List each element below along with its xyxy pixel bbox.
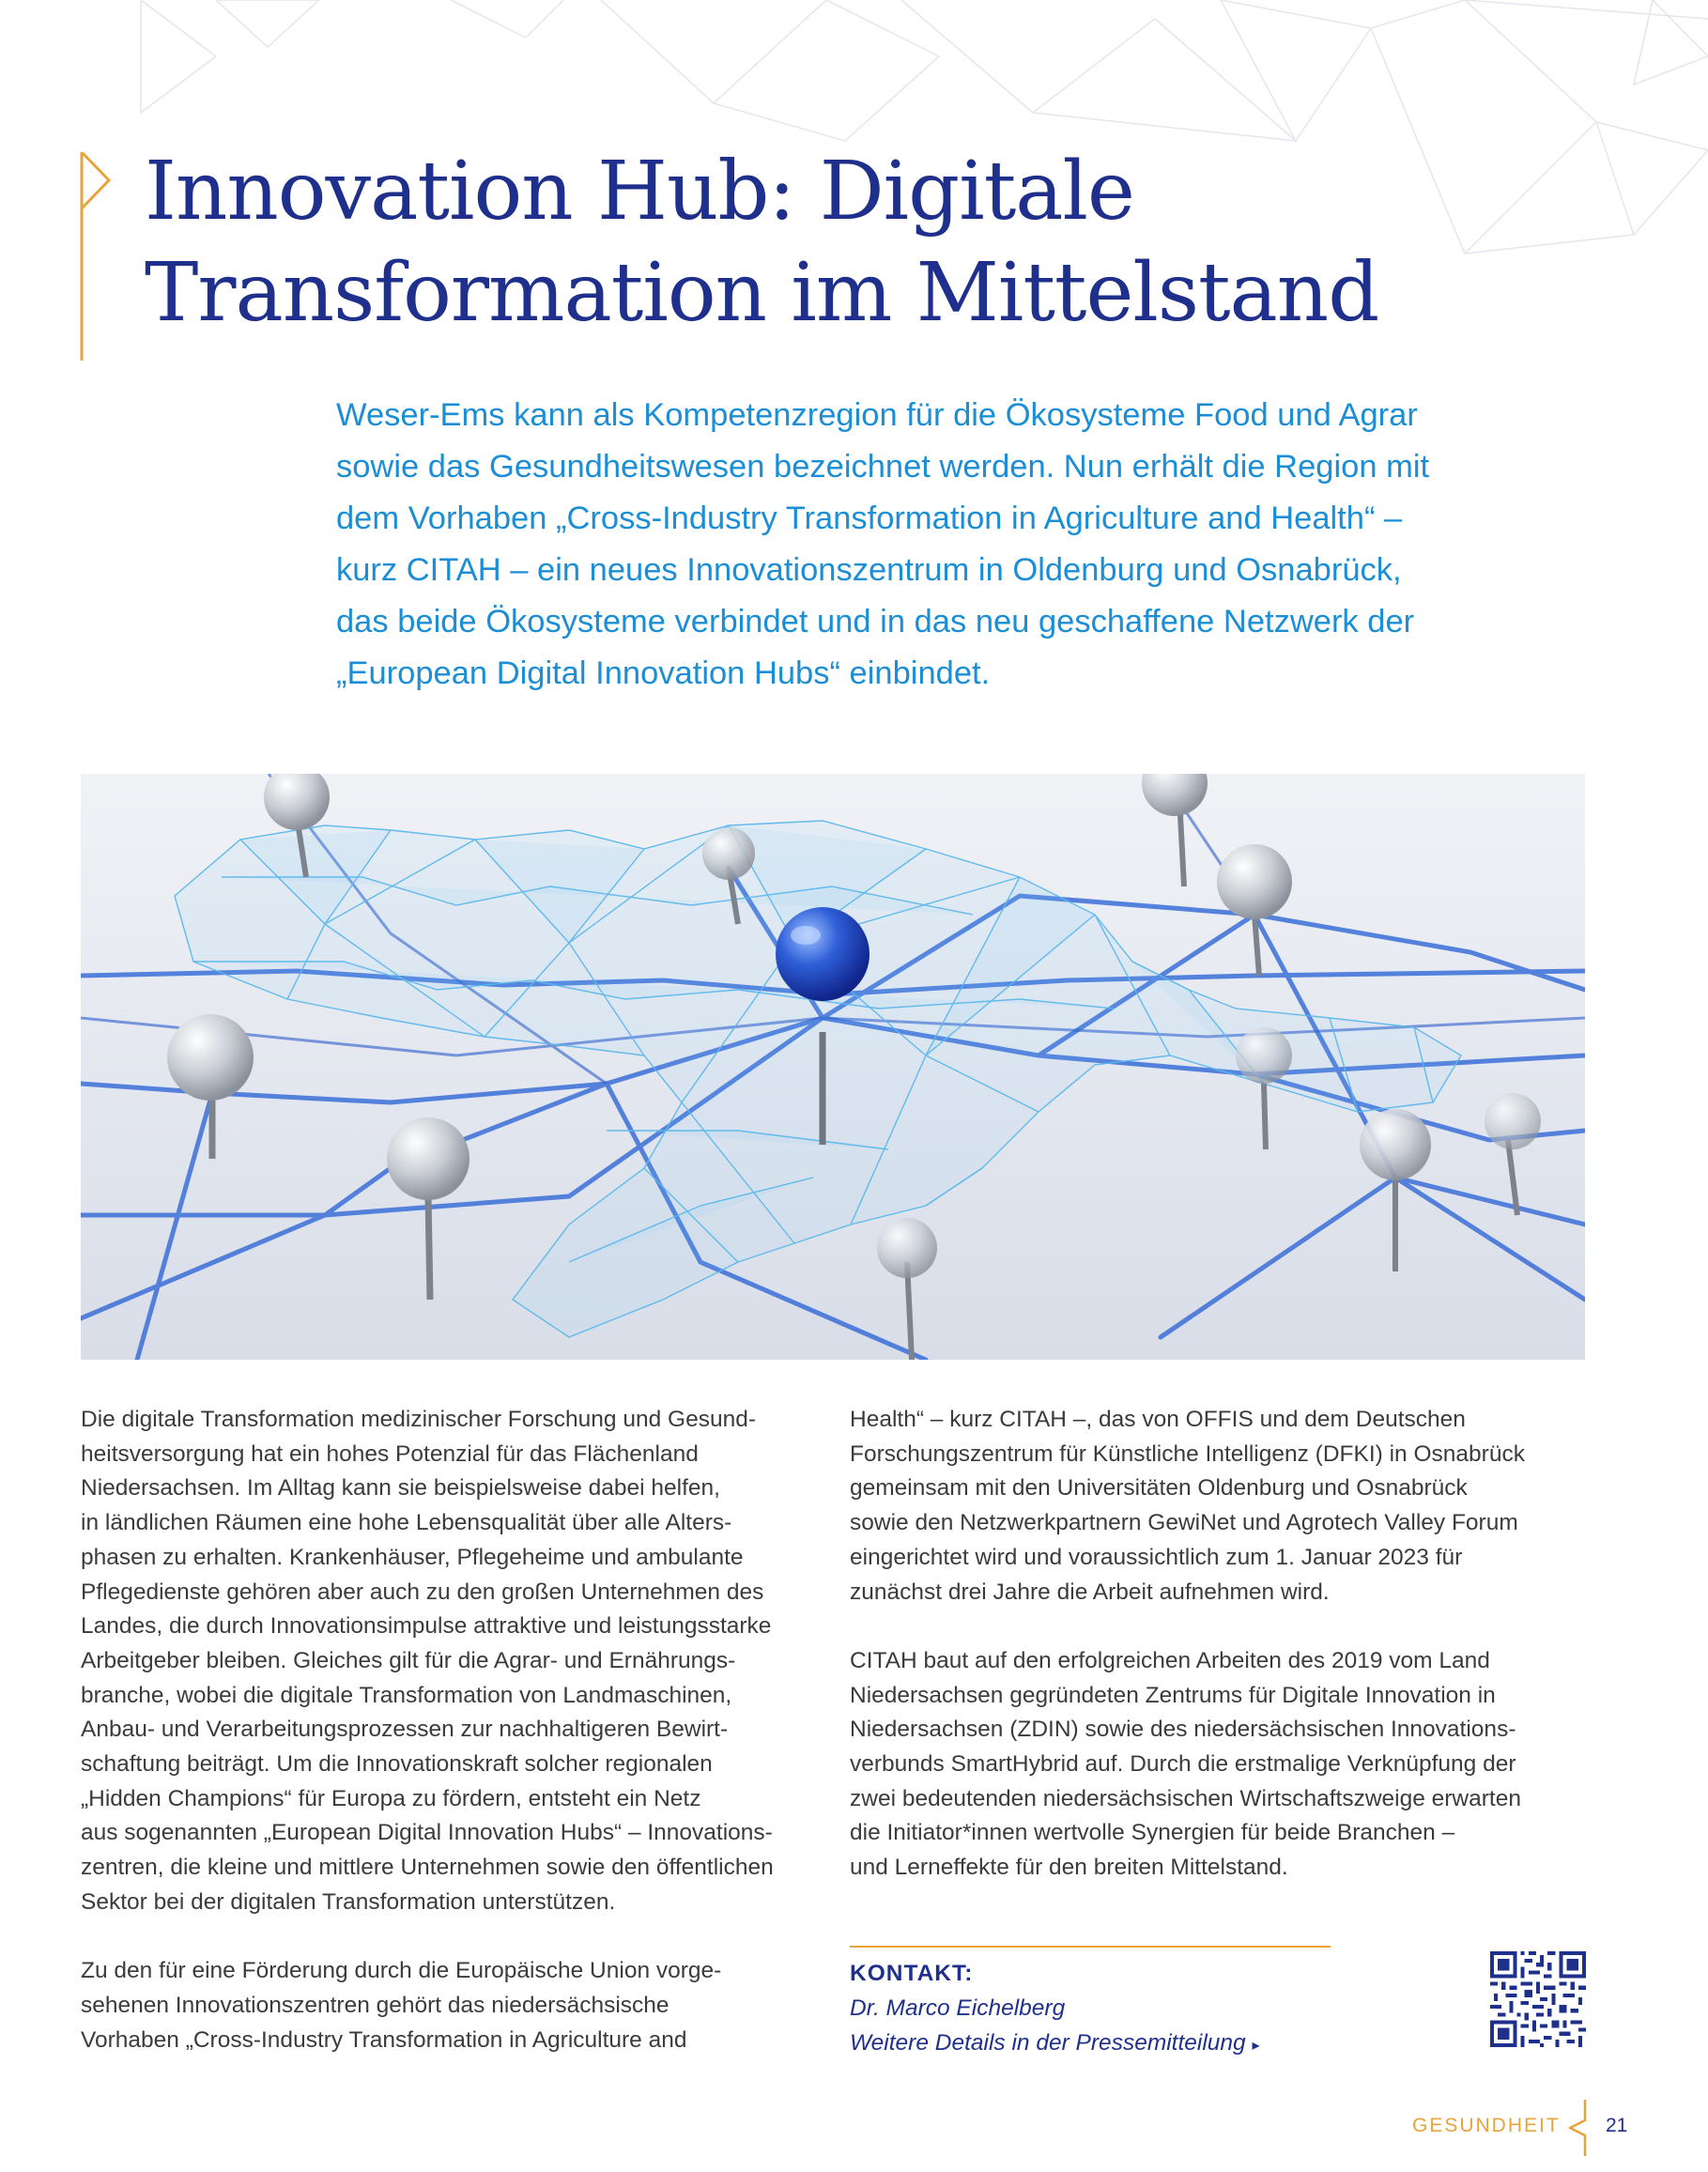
article-paragraph: [81, 1954, 823, 2057]
text-line: CITAH baut auf den erfolgreichen Arbeiten des 2019 vom Land: [850, 1647, 1490, 1673]
title-line: Transformation im Mittelstand: [145, 246, 1379, 340]
text-line: Sektor bei der digitalen Transformation unterstützen.: [81, 1888, 616, 1915]
text-line: heitsversorgung hat ein hohes Potenzial für das Flächenland: [81, 1440, 699, 1467]
text-line: branche, wobei die digitale Transformation von Landmaschinen,: [81, 1682, 732, 1708]
text-line: und Lerneffekte für den breiten Mittelstand.: [850, 1855, 1288, 1881]
article-column-right: [850, 1403, 1592, 1920]
text-line: eingerichtet wird und voraussichtlich zum 1. Januar 2023 für: [850, 1544, 1463, 1570]
text-line: Arbeitgeber bleiben. Gleiches gilt für die Agrar- und Ernährungs-: [81, 1647, 736, 1673]
text-line: Vorhaben „Cross-Industry Transformation in Agriculture and: [81, 2026, 687, 2053]
text-line: Health“ – kurz CITAH –, das von OFFIS und dem Deutschen: [850, 1407, 1466, 1432]
text-line: Pflegedienste gehören aber auch zu den großen Unternehmen des: [81, 1579, 764, 1605]
text-line: Niedersachsen. Im Alltag kann sie beispielsweise dabei helfen,: [81, 1475, 720, 1502]
text-line: Zu den für eine Förderung durch die Europäische Union vorge-: [81, 1958, 722, 1984]
contact-divider: [850, 1946, 1331, 1948]
text-line: zentren, die kleine und mittlere Unternehmen sowie den öffentlichen: [81, 1855, 774, 1881]
chevron-right-icon: [1566, 2100, 1589, 2156]
text-line: verbunds SmartHybrid auf. Durch die erstmalige Verknüpfung der: [850, 1751, 1516, 1778]
text-line: die Initiator*innen wertvolle Synergien für beide Branchen –: [850, 1820, 1455, 1846]
footer-section-label: GESUNDHEIT: [1412, 2115, 1561, 2136]
intro-paragraph: [336, 390, 1510, 700]
intro-line: das beide Ökosysteme verbindet und in das neu geschaffene Netzwerk der: [336, 604, 1415, 639]
page-number: 21: [1606, 2115, 1628, 2136]
text-line: Forschungszentrum für Künstliche Intelligenz (DFKI) in Osnabrück: [850, 1440, 1525, 1467]
network-illustration: [81, 774, 1585, 1360]
text-line: sowie den Netzwerkpartnern GewiNet und Agrotech Valley Forum: [850, 1510, 1518, 1536]
press-release-link[interactable]: [850, 2026, 1376, 2063]
play-arrow-icon: ▸: [1252, 2038, 1260, 2054]
page-title: [145, 141, 1553, 344]
qr-code-icon[interactable]: [1490, 1951, 1586, 2047]
intro-line: dem Vorhaben „Cross-Industry Transformation in Agriculture and Health“ –: [336, 501, 1403, 536]
text-line: Landes, die durch Innovationsimpulse attraktive und leistungsstarke: [81, 1613, 772, 1640]
intro-line: kurz CITAH – ein neues Innovationszentrum in Oldenburg und Osnabrück,: [336, 552, 1402, 588]
text-line: zunächst drei Jahre die Arbeit aufnehmen wird.: [850, 1579, 1330, 1605]
title-chevron-marker: [79, 152, 116, 361]
article-paragraph: [850, 1644, 1592, 1886]
text-line: Die digitale Transformation medizinischer Forschung und Gesund-: [81, 1407, 757, 1432]
text-line: aus sogenannten „European Digital Innovation Hubs“ – Innovations-: [81, 1820, 773, 1846]
text-line: zwei bedeutenden niedersächsischen Wirtschaftszweige erwarten: [850, 1785, 1521, 1811]
text-line: in ländlichen Räumen eine hohe Lebensqualität über alle Alters-: [81, 1510, 732, 1536]
contact-name: Dr. Marco Eichelberg: [850, 1995, 1066, 2021]
article-paragraph: [850, 1403, 1592, 1610]
intro-line: sowie das Gesundheitswesen bezeichnet werden. Nun erhält die Region mit: [336, 449, 1430, 485]
text-line: Niedersachsen (ZDIN) sowie des niedersächsischen Innovations-: [850, 1717, 1516, 1743]
title-line: Innovation Hub: Digitale: [145, 145, 1134, 239]
hero-image-network-map: [81, 774, 1585, 1360]
text-line: „Hidden Champions“ für Europa zu fördern, entsteht ein Netz: [81, 1785, 701, 1811]
intro-line: „European Digital Innovation Hubs“ einbindet.: [336, 655, 991, 691]
press-release-link-label: Weitere Details in der Pressemitteilung: [850, 2030, 1246, 2056]
text-line: phasen zu erhalten. Krankenhäuser, Pflegeheime und ambulante: [81, 1544, 744, 1570]
intro-line: Weser-Ems kann als Kompetenzregion für die Ökosysteme Food und Agrar: [336, 397, 1418, 433]
text-line: gemeinsam mit den Universitäten Oldenburg und Osnabrück: [850, 1475, 1468, 1502]
text-line: schaftung beiträgt. Um die Innovationskraft solcher regionalen: [81, 1751, 713, 1778]
contact-heading: KONTAKT:: [850, 1961, 974, 1986]
text-line: sehenen Innovationszentren gehört das niedersächsische: [81, 1992, 669, 2018]
contact-box: [850, 1956, 1376, 2063]
article-paragraph: [81, 1403, 823, 1920]
article-column-left: [81, 1403, 823, 2092]
text-line: Anbau- und Verarbeitungsprozessen zur nachhaltigeren Bewirt-: [81, 1717, 729, 1743]
text-line: Niedersachsen gegründeten Zentrums für Digitale Innovation in: [850, 1682, 1496, 1708]
